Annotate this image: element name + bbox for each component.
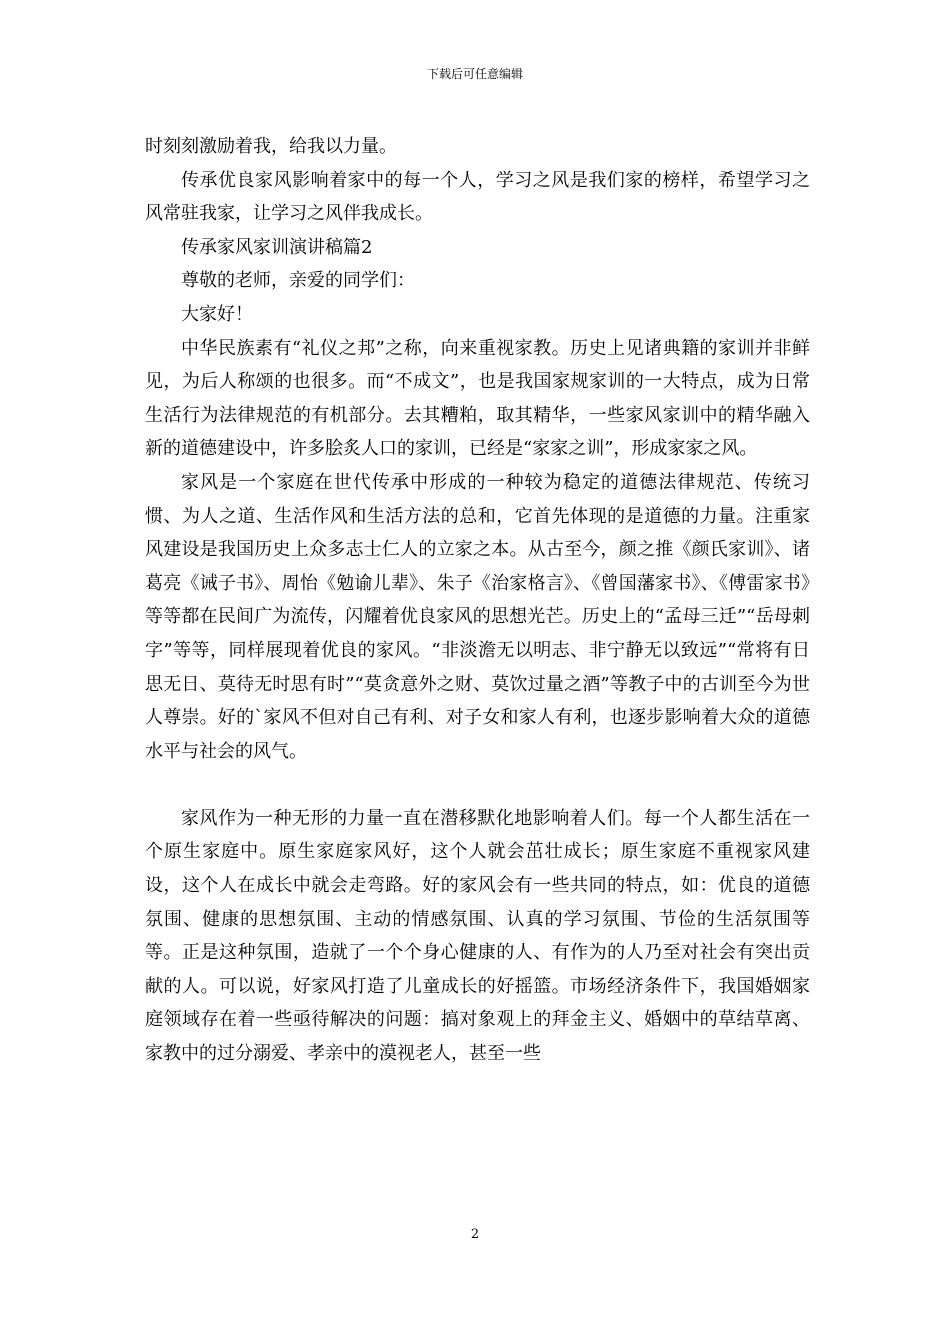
- paragraph: 家风作为一种无形的力量一直在潜移默化地影响着人们。每一个人都生活在一个原生家庭中。原生家庭家风好，这个人就会茁壮成长；原生家庭不重视家风建设，这个人在成长中就会走弯路。好的家风会有一些共同的特点，如：优良的道德氛围、健康的思想氛围、主动的情感氛围、认真的学习氛围、节俭的生活氛围等等。正是这种氛围，造就了一个个身心健康的人、有作为的人乃至对社会有突出贡献的人。可以说，好家风打造了儿童成长的好摇篮。市场经济条件下，我国婚姻家庭领域存在着一些亟待解决的问题：搞对象观上的拜金主义、婚姻中的草结草离、家教中的过分溺爱、孝亲中的漠视老人，甚至一些: [145, 807, 810, 1065]
- paragraph-continuation: 时刻刻激励着我，给我以力量。: [145, 136, 397, 157]
- paragraph: 家风是一个家庭在世代传承中形成的一种较为稳定的道德法律规范、传统习惯、为人之道、生活作风和生活方法的总和，它首先体现的是道德的力量。注重家风建设是我国历史上众多志士仁人的立家之本。从古至今，颜之推《颜氏家训》、诸葛亮《诫子书》、周怡《勉谕儿辈》、朱子《治家格言》、《曾国藩家书》、《傅雷家书》等等都在民间广为流传，闪耀着优良家风的思想光芒。历史上的“孟母三迁”“岳母刺字”等等，同样展现着优良的家风。“非淡澹无以明志、非宁静无以致远”“常将有日思无日、莫待无时思有时”“莫贪意外之财、莫饮过量之酒”等教子中的古训至今为世人尊崇。好的`家风不但对自己有利、对子女和家人有利，也逐步影响着大众的道德水平与社会的风气。: [145, 471, 810, 762]
- section-heading: 传承家风家训演讲稿篇2: [181, 236, 373, 258]
- page-number: 2: [470, 1227, 480, 1242]
- salutation: 尊敬的老师，亲爱的同学们：: [181, 270, 415, 292]
- paragraph: 传承优良家风影响着家中的每一个人，学习之风是我们家的榜样，希望学习之风常驻我家，让学习之风伴我成长。: [145, 169, 810, 225]
- paragraph: 中华民族素有“礼仪之邦”之称，向来重视家教。历史上见诸典籍的家训并非鲜见，为后人称颂的也很多。而“不成文”，也是我国家规家训的一大特点，成为日常生活行为法律规范的有机部分。去其糟粕，取其精华，一些家风家训中的精华融入新的道德建设中，许多脍炙人口的家训，已经是“家家之训”，形成家家之风。: [145, 337, 810, 460]
- greeting: 大家好！: [181, 303, 253, 325]
- document-body: [145, 130, 810, 1071]
- paragraph-spacer: [145, 768, 810, 802]
- page-header: 下载后可任意编辑: [426, 67, 523, 81]
